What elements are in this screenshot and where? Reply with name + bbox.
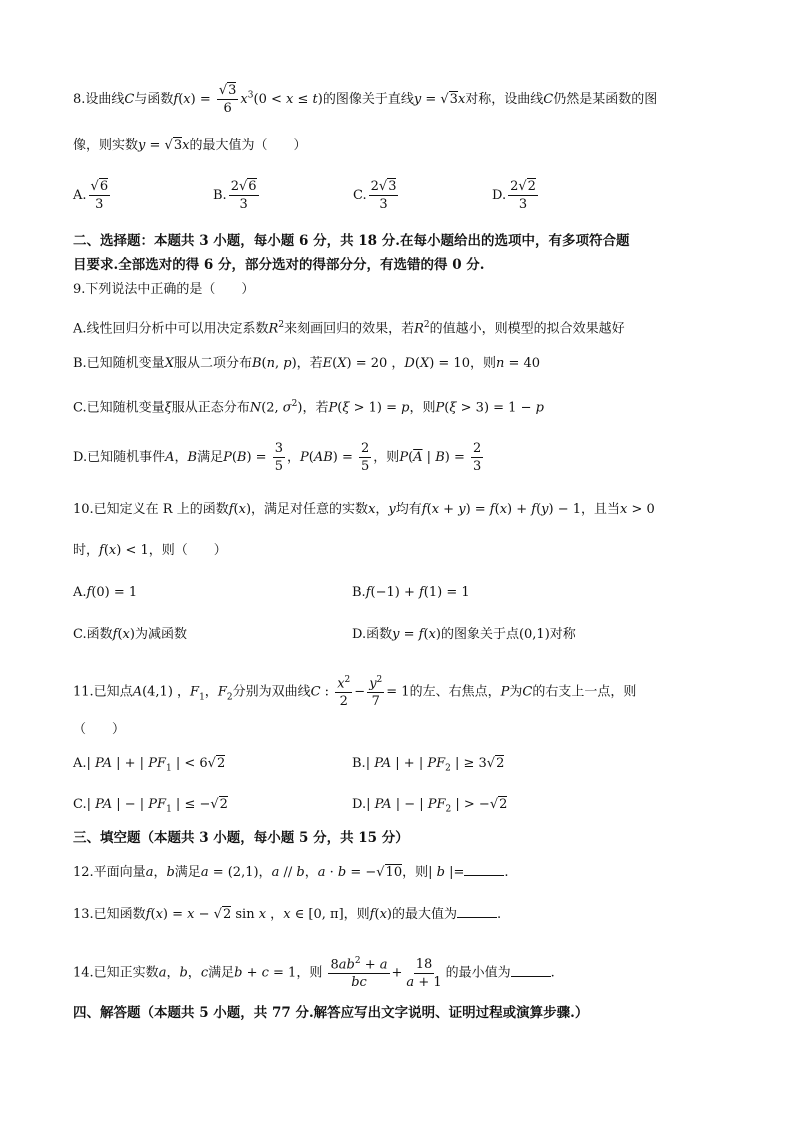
q11-paren: （ ） [73, 722, 126, 737]
section-3-heading: 三、填空题（本题共 3 小题，每小题 5 分，共 15 分） [73, 830, 409, 846]
q9-option-b: B.已知随机变量X服从二项分布B(n, p)，若E(X) = 20 ，D(X) = 10，则n = 40 [73, 356, 541, 371]
section-4-heading: 四、解答题（本题共 5 小题，共 77 分.解答应写出文字说明、证明过程或演算步骤.） [73, 1005, 589, 1021]
q10-option-c: C.函数f(x)为减函数 [73, 627, 187, 642]
q11-option-c: C.| PA | − | $PF_1$ | ≤ −√2 [73, 797, 228, 815]
q11-option-a: A.| PA | + | $PF_1$ | < 6√2 [73, 756, 226, 774]
q10-option-d: D.函数y = f(x)的图象关于点(0,1)对称 [352, 627, 576, 642]
q8-option-c: C. $\frac{2√3}{3}$ [353, 179, 397, 212]
q8-option-b: B. $\frac{2√6}{3}$ [213, 179, 257, 212]
q10-line1: 10.已知定义在 R 上的函数f(x)，满足对任意的实数x，y均有f(x + y) = f(x) + f(y) − 1，且当x > 0 [73, 502, 655, 517]
q9-stem: 9.下列说法中正确的是（ ） [73, 282, 255, 297]
q10-option-b: B.f(−1) + f(1) = 1 [352, 585, 470, 600]
q11-option-b: B.| PA | + | $PF_2$ | ≥ 3√2 [352, 756, 505, 774]
section-2-heading-line2: 目要求.全部选对的得 6 分，部分选对的得部分分，有选错的得 0 分. [73, 257, 485, 273]
q11-line1: 11.已知点A(4,1) ，$F_1$，$F_2$分别为双曲线C : $\frac{x^2}{2}$ − $\frac{y^2}{7}$ = 1的左、右焦点，P为C的右支上一点，则 [73, 675, 637, 710]
section-2-heading-line1: 二、选择题：本题共 3 小题，每小题 6 分，共 18 分.在每小题给出的选项中，有多项符合题 [73, 233, 630, 249]
q8-line2: 像，则实数y = √3x的最大值为（ ） [73, 138, 307, 153]
q12: 12.平面向量a，b满足a = (2,1)，a // b，a · b = −√10，则| b |= . [73, 865, 509, 880]
q8-option-a: A. $\frac{√6}{3}$ [73, 179, 109, 212]
q8-option-d: D. $\frac{2√2}{3}$ [492, 179, 536, 212]
q13: 13.已知函数f(x) = x − √2 sin x ，x ∈ [0, π]，则f(x)的最大值为 . [73, 907, 502, 922]
q14: 14.已知正实数a，b，c满足b + c = 1，则 $\frac{8ab^2 + a}{bc}$ + $\frac{18}{a + 1}$ 的最小值为 . [73, 956, 555, 991]
q10-option-a: A.f(0) = 1 [73, 585, 138, 600]
q11-option-d: D.| PA | − | $PF_2$ | > −√2 [352, 797, 508, 815]
q10-line2: 时，f(x) < 1，则（ ） [73, 543, 227, 558]
q9-option-c: C.已知随机变量ξ服从正态分布N(2, $\sigma^2$)，若P(ξ > 1) = p，则P(ξ > 3) = 1 − p [73, 399, 544, 416]
q9-option-d: D.已知随机事件A，B满足P(B) = $\frac{3}{5}$ ，P(AB) = $\frac{2}{5}$ ，则$P(\overline{A}$ | B) = $\frac{2}{3}$ [73, 441, 482, 474]
q8-line1: 8.设曲线C与函数f(x) = $\frac{√3}{6}$ $x^3(0 < x \le t)$的图像关于直线y = √3x对称，设曲线C仍然是某函数的图 [73, 83, 658, 116]
q9-option-a: A.线性回归分析中可以用决定系数$R^2$来刻画回归的效果，若$R^2$的值越小，则模型的拟合效果越好 [73, 320, 625, 337]
